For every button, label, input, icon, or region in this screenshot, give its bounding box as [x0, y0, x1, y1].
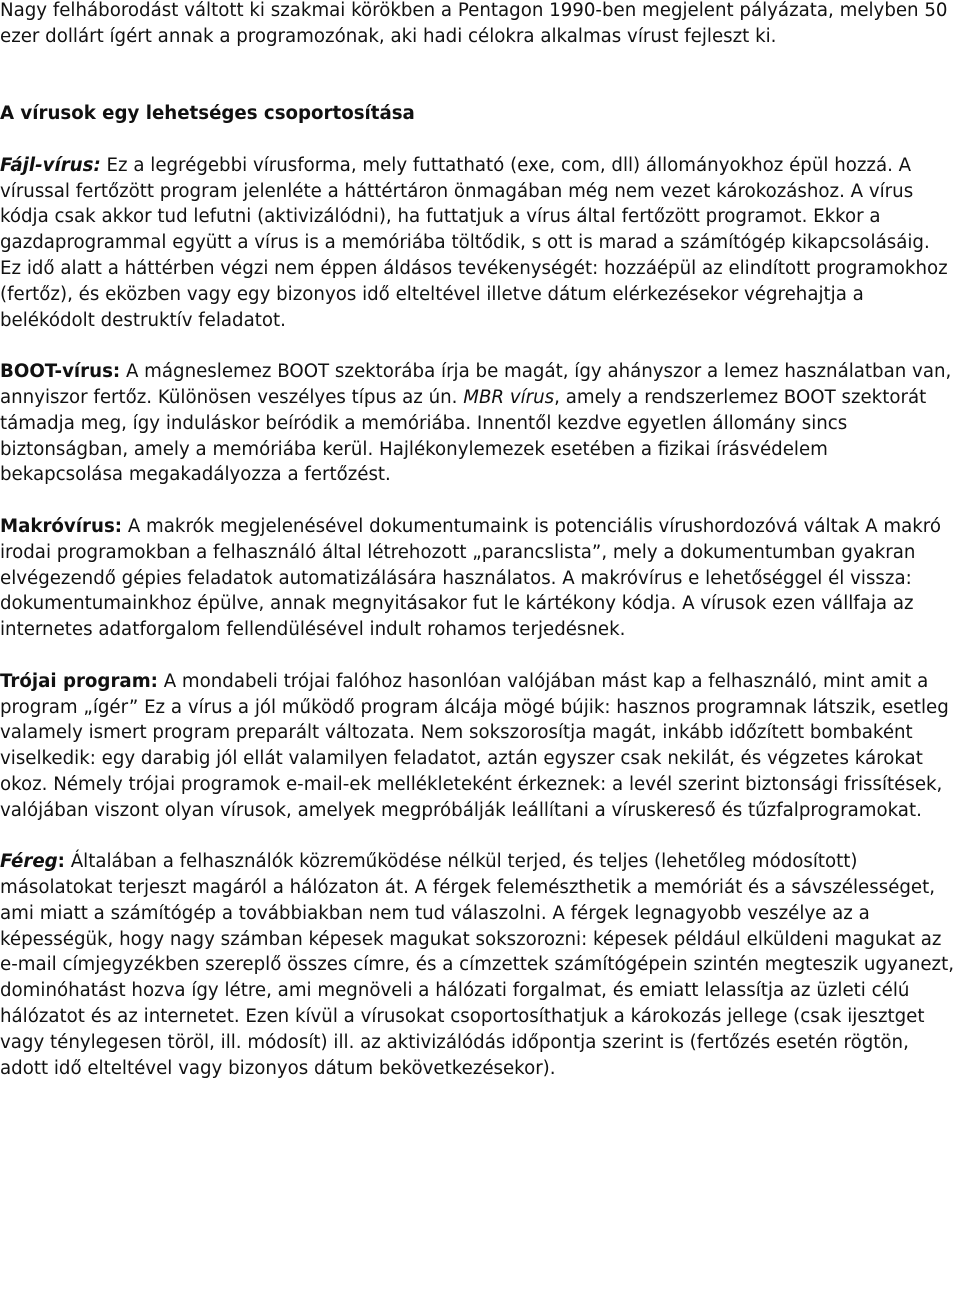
paragraph-trojan [0, 669, 955, 824]
term-file-virus: Fájl-vírus: [0, 154, 101, 176]
spacer [0, 127, 955, 153]
paragraph-macro-virus [0, 514, 955, 643]
text-trojan: A mondabeli trójai falóhoz hasonlóan valójában mást kap a felhasználó, mint amit a program „ígér” Ez a vírus a jól működő program álcája mögé bújik: hasznos programnak látszik, esetleg valamely ismert program preparált változata. Nem sokszorosítja magát, inkább időzített bombaként viselkedik: egy darabig jól ellát valamilyen feladatot, aztán egyszer csak nekilát, és végzetes károkat okoz. Némely trójai programok e-mail-ek mellékleteként érkeznek: a levél szerint biztonsági frissítések, valójában viszont olyan vírusok, amelyek megpróbálják leállítani a víruskereső és tűzfalprogramokat. [0, 670, 949, 821]
section-heading: A vírusok egy lehetséges csoportosítása [0, 103, 415, 125]
term-worm: Féreg [0, 851, 58, 873]
paragraph-boot-virus [0, 359, 955, 488]
term-worm-colon: : [57, 851, 65, 873]
intro-paragraph: Nagy felháborodást váltott ki szakmai körökben a Pentagon 1990-ben megjelent pályázata, melyben 50 ezer dollárt ígért annak a programozónak, aki hadi célokra alkalmas vírust fejleszt ki. [0, 0, 948, 47]
term-boot-virus: BOOT-vírus: [0, 361, 121, 383]
text-worm: Általában a felhasználók közreműködése nélkül terjed, és teljes (lehetőleg módosított) másolatokat terjeszt magáról a hálózaton át. A férgek felemészthetik a memóriát és a sávszélességet, ami miatt a számítógép a továbbiakban nem tud válaszolni. A férgek legnagyobb veszélye az a képességük, hogy nagy számban képesek magukat sokszorozni: képesek például elküldeni magukat az e-mail címjegyzékben szereplő összes címre, és a címzettek számítógépein szintén megteszik ugyanezt, dominóhatást hozva így létre, ami megnöveli a hálózati forgalmat, és emiatt lelassítja az üzleti célú hálózatot és az internetet. Ezen kívül a vírusokat csoportosíthatjuk a károkozás jellege (csak ijesztget vagy ténylegesen töröl, ill. módosít) ill. az aktivizálódás időpontja szerint is (fertőzés esetén rögtön, adott idő elteltével vagy bizonyos dátum bekövetkezésekor). [0, 851, 955, 1079]
spacer [0, 333, 955, 359]
paragraph-worm [0, 849, 955, 1081]
spacer [0, 488, 955, 514]
spacer [0, 50, 955, 102]
text-macro-virus: A makrók megjelenésével dokumentumaink is potenciális vírushordozóvá váltak A makró irodai programokban a felhasználó által létrehozott „parancslista”, mely a dokumentumban gyakran elvégezendő gépies feladatok automatizálására használatos. A makróvírus e lehetőséggel él vissza: dokumentumainkhoz épülve, annak megnyitásakor fut le kártékony kódja. A vírusok ezen vállfaja az internetes adatforgalom fellendülésével indult rohamos terjedésnek. [0, 515, 941, 641]
mbr-virus-emphasis: MBR vírus [463, 386, 555, 408]
paragraph-file-virus [0, 153, 955, 334]
term-trojan: Trójai program: [0, 670, 158, 692]
spacer [0, 824, 955, 850]
term-macro-virus: Makróvírus: [0, 515, 123, 537]
text-boot-virus-2: , amely a rendszerlemez BOOT szektorát támadja meg, így induláskor beíródik a memóriába. Innentől kezdve egyetlen állomány sincs biztonságban, amely a memóriába kerül. Hajlékonylemezek esetében a fizikai írásvédelem bekapcsolása megakadályozza a fertőzést. [0, 386, 927, 486]
text-file-virus: Ez a legrégebbi vírusforma, mely futtatható (exe, com, dll) állományokhoz épül hozzá. A vírussal fertőzött program jelenléte a háttértáron önmagában még nem vezet károkozáshoz. A vírus kódja csak akkor tud lefutni (aktivizálódni), ha futtatjuk a vírus által fertőzött programot. Ekkor a gazdaprogrammal együtt a vírus is a memóriába töltődik, s ott is marad a számítógép kikapcsolásáig. Ez idő alatt a háttérben végzi nem éppen áldásos tevékenységét: hozzáépül az elindított programokhoz (fertőz), és eközben vagy egy bizonyos idő elteltével illetve dátum elérkezésekor végrehajtja a belékódolt destruktív feladatot. [0, 154, 948, 331]
text-boot-virus-1: A mágneslemez BOOT szektorába írja be magát, így ahányszor a lemez használatban van, annyiszor fertőz. Különösen veszélyes típus az ún. [0, 361, 952, 408]
spacer [0, 643, 955, 669]
